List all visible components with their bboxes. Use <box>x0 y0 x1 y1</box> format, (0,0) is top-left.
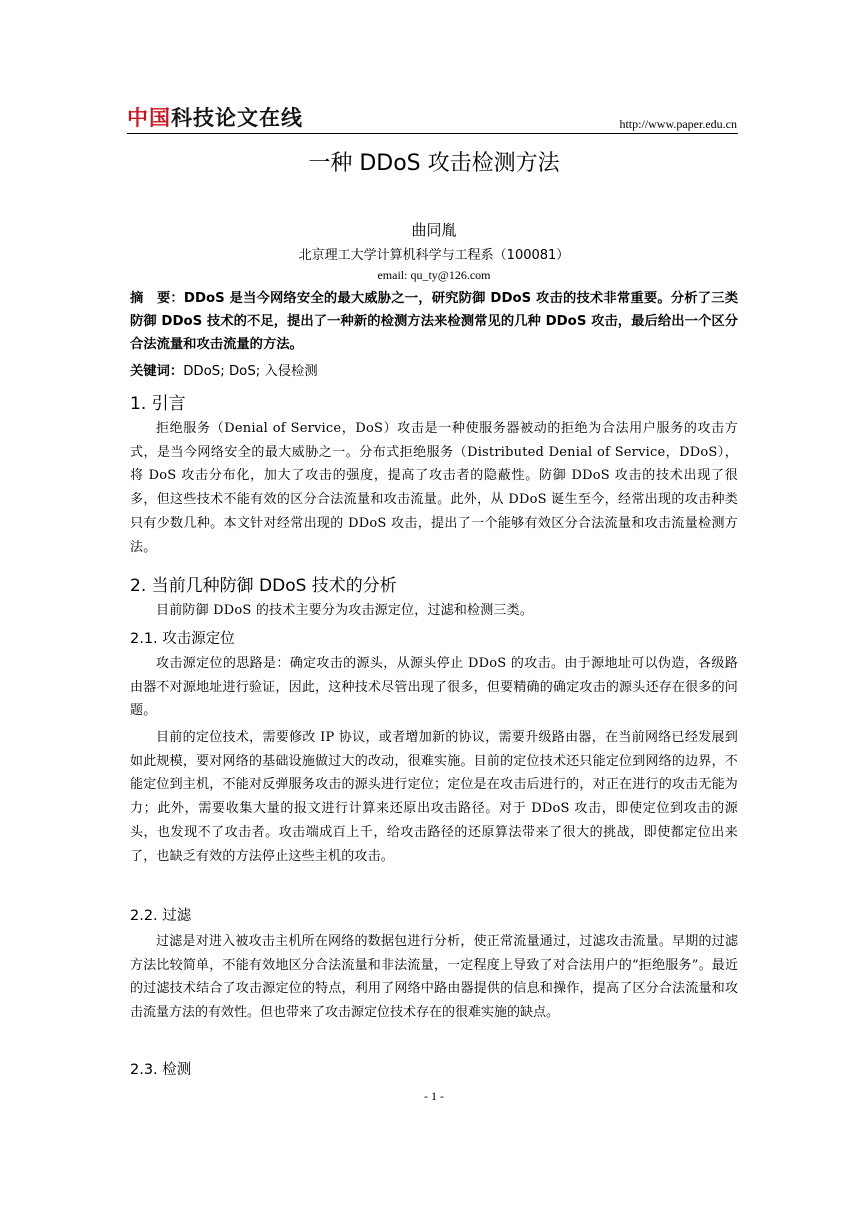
keywords-text: DDoS; DoS; 入侵检测 <box>183 364 318 379</box>
section-heading-2: 2. 当前几种防御 DDoS 技术的分析 <box>130 576 397 596</box>
logo-black-text: 科技论文在线 <box>171 106 303 130</box>
logo-red-text: 中国 <box>127 106 171 130</box>
section-2-1-paragraph-1: 攻击源定位的思路是：确定攻击的源头，从源头停止 DDoS 的攻击。由于源地址可以伪造，各级路由器不对源地址进行验证，因此，这种技术尽管出现了很多，但要精确的确定攻击的源头还存在很多的问题。 <box>130 656 738 719</box>
header-url[interactable]: http://www.paper.edu.cn <box>619 117 737 131</box>
author-affiliation: 北京理工大学计算机科学与工程系（100081） <box>298 248 570 263</box>
section-heading-2-1: 2.1. 攻击源定位 <box>130 631 235 647</box>
section-heading-1: 1. 引言 <box>130 394 186 414</box>
journal-logo <box>127 104 303 130</box>
keywords <box>130 360 738 383</box>
section-2-1-paragraph-2: 目前的定位技术，需要修改 IP 协议，或者增加新的协议，需要升级路由器，在当前网络已经发展到如此规模，要对网络的基础设施做过大的改动，很难实施。目前的定位技术还只能定位到网络的边界，不能定位到主机，不能对反弹服务攻击的源头进行定位；定位是在攻击后进行的，对正在进行的攻击无能为力；此外，需要收集大量的报文进行计算来还原出攻击路径。对于 DDoS 攻击，即使定位到攻击的源头，也发现不了攻击者。攻击端成百上千，给攻击路径的还原算法带来了很大的挑战，即使都定位出来了，也缺乏有效的方法停止这些主机的攻击。 <box>130 730 738 864</box>
paper-title: 一种 DDoS 攻击检测方法 <box>308 151 560 176</box>
header-divider <box>127 133 738 134</box>
section-heading-2-2: 2.2. 过滤 <box>130 908 192 924</box>
author-name: 曲同胤 <box>411 221 457 239</box>
section-2-paragraph: 目前防御 DDoS 的技术主要分为攻击源定位，过滤和检测三类。 <box>156 603 534 618</box>
section-heading-2-3: 2.3. 检测 <box>130 1062 192 1078</box>
keywords-label: 关键词： <box>130 364 184 379</box>
section-2-2-paragraph: 过滤是对进入被攻击主机所在网络的数据包进行分析，使正常流量通过，过滤攻击流量。早期的过滤方法比较简单，不能有效地区分合法流量和非法流量，一定程度上导致了对合法用户的“拒绝服务”。最近的过滤技术结合了攻击源定位的特点，利用了网络中路由器提供的信息和操作，提高了区分合法流量和攻击流量方法的有效性。但也带来了攻击源定位技术存在的很难实施的缺点。 <box>130 934 738 1021</box>
section-1-paragraph: 拒绝服务（Denial of Service，DoS）攻击是一种使服务器被动的拒绝为合法用户服务的攻击方式，是当今网络安全的最大威胁之一。分布式拒绝服务（Distributed Denial of Service，DDoS），将 DoS 攻击分布化，加大了攻击的强度，提高了攻击者的隐蔽性。防御 DDoS 攻击的技术出现了很多，但这些技术不能有效的区分合法流量和攻击流量。此外，从 DDoS 诞生至今，经常出现的攻击种类只有少数几种。本文针对经常出现的 DDoS 攻击，提出了一个能够有效区分合法流量和攻击流量检测方法。 <box>130 421 738 555</box>
page-number: - 1 - <box>424 1089 444 1103</box>
abstract <box>130 287 738 356</box>
author-email[interactable]: email: qu_ty@126.com <box>377 268 491 282</box>
abstract-text: DDoS 是当今网络安全的最大威胁之一，研究防御 DDoS 攻击的技术非常重要。分析了三类防御 DDoS 技术的不足，提出了一种新的检测方法来检测常见的几种 DDoS 攻击，最后给出一个区分合法流量和攻击流量的方法。 <box>130 291 739 352</box>
abstract-label: 摘 要： <box>130 291 184 306</box>
